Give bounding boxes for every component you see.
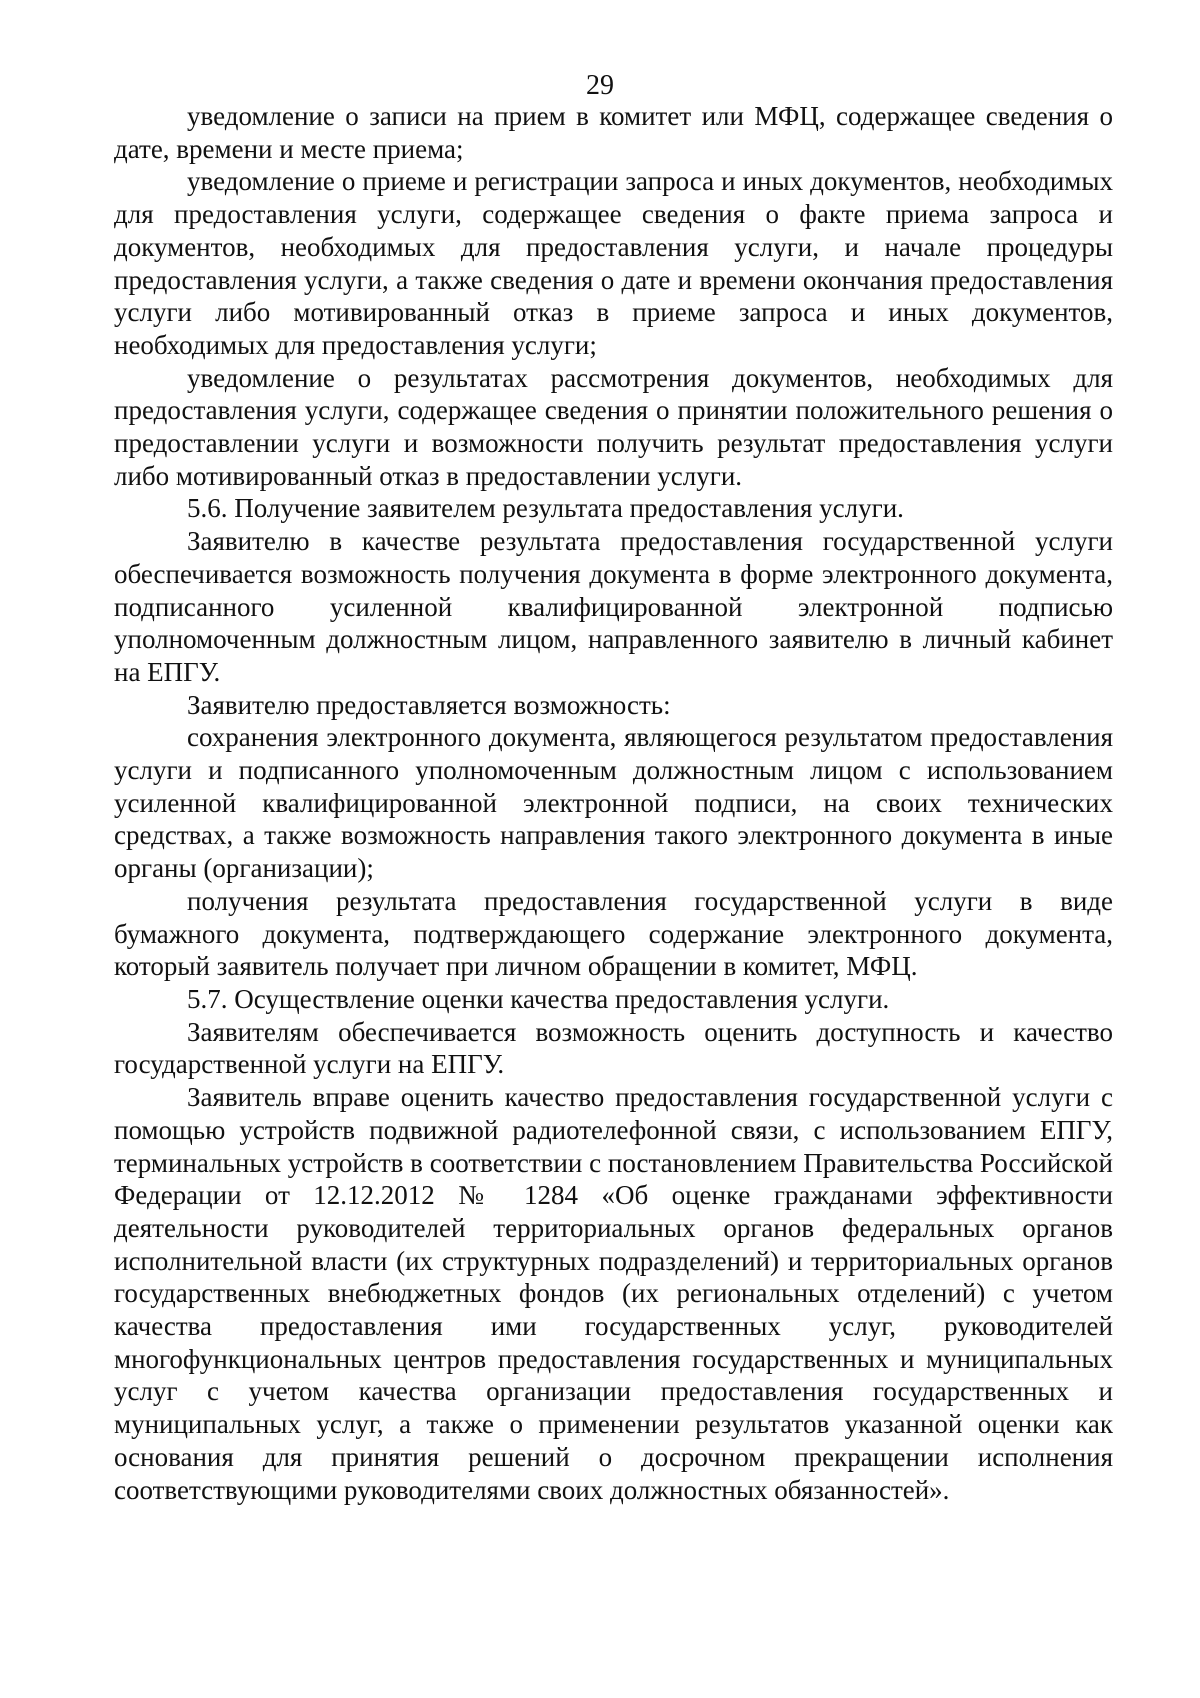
document-body <box>114 100 1113 1506</box>
paragraph-result-epgu: Заявителю в качестве результата предоставления государственной услуги обеспечивается возможность получения документа в форме электронного документа, подписанного усиленной квалифицированной электронной подписью уполномоченным должностным лицом, направленного заявителю в личный кабинет на ЕПГУ. <box>114 526 1113 687</box>
section-heading-5-7: 5.7. Осуществление оценки качества предоставления услуги. <box>187 983 890 1014</box>
paragraph-evaluate-quality: Заявителям обеспечивается возможность оценить доступность и качество государственной услуги на ЕПГУ. <box>114 1016 1113 1080</box>
paragraph-notice-appointment: уведомление о записи на прием в комитет или МФЦ, содержащее сведения о дате, времени и месте приема; <box>114 101 1113 164</box>
paragraph-save-electronic: сохранения электронного документа, являющегося результатом предоставления услуги и подписанного уполномоченным должностным лицом с использованием усиленной квалифицированной электронной подписи, на своих технических средствах, а также возможность направления такого электронного документа в иные органы (организации); <box>114 722 1113 884</box>
paragraph-notice-results: уведомление о результатах рассмотрения документов, необходимых для предоставления услуги, содержащее сведения о принятии положительного решения о предоставлении услуги и возможности получить результат предоставления услуги либо мотивированный отказ в предоставлении услуги. <box>114 362 1113 491</box>
paragraph-paper-document: получения результата предоставления государственной услуги в виде бумажного документа, подтверждающего содержание электронного документа, который заявитель получает при личном обращении в комитет, МФЦ. <box>114 885 1113 982</box>
paragraph-opportunity-intro: Заявителю предоставляется возможность: <box>187 689 671 720</box>
page-number: 29 <box>586 70 614 101</box>
paragraph-notice-registration: уведомление о приеме и регистрации запроса и иных документов, необходимых для предоставления услуги, содержащее сведения о факте приема запроса и документов, необходимых для предоставления услуги, и начале процедуры предоставления услуги, а также сведения о дате и времени окончания предоставления услуги либо мотивированный отказ в приеме запроса и иных документов, необходимых для предоставления услуги; <box>114 166 1113 360</box>
paragraph-evaluation-rights: Заявитель вправе оценить качество предоставления государственной услуги с помощью устройств подвижной радиотелефонной связи, с использованием ЕПГУ, терминальных устройств в соответствии с постановлением Правительства Российской Федерации от 12.12.2012 № 1284 «Об оценке гражданами эффективности деятельности руководителей территориальных органов федеральных органов исполнительной власти (их структурных подразделений) и территориальных органов государственных внебюджетных фондов (их региональных отделений) с учетом качества предоставления ими государственных услуг, руководителей многофункциональных центров предоставления государственных и муниципальных услуг с учетом качества организации предоставления государственных и муниципальных услуг, а также о применении результатов указанной оценки как основания для принятия решений о досрочном прекращении исполнения соответствующими руководителями своих должностных обязанностей». <box>114 1082 1113 1505</box>
section-heading-5-6: 5.6. Получение заявителем результата предоставления услуги. <box>187 493 904 524</box>
